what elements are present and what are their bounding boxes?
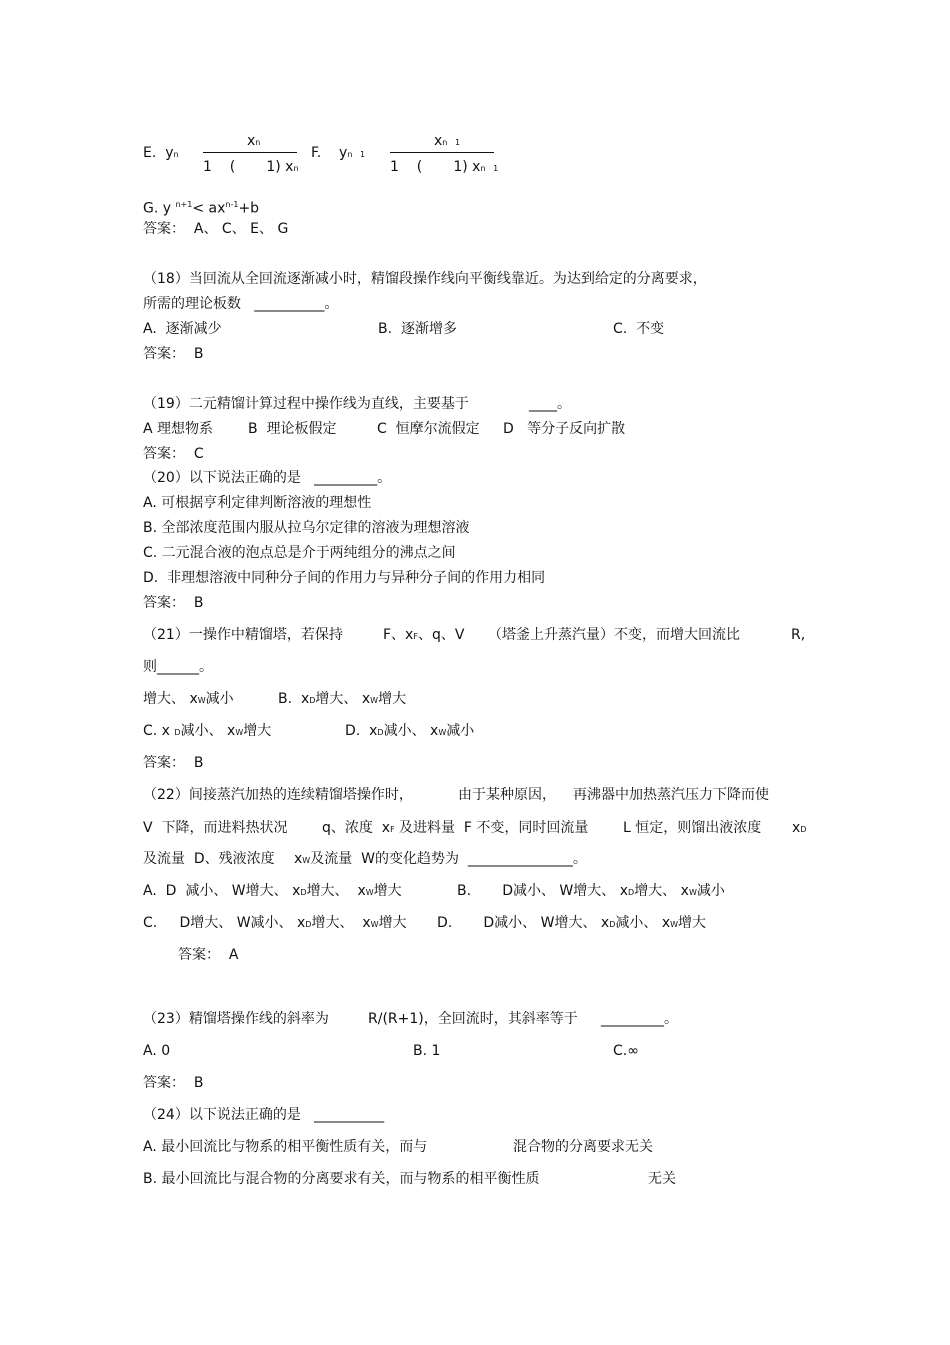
q20-option-a: A. 可根据亨利定律判断溶液的理想性 (143, 495, 372, 511)
question-24-line1: （24）以下说法正确的是 __________ (143, 1107, 385, 1123)
question-21-line1b: F、xF、q、V (383, 627, 465, 643)
question-23-line1c: _________。 (601, 1011, 678, 1027)
answer-18: 答案： B (143, 346, 204, 362)
q24-option-a1: A. 最小回流比与物系的相平衡性质有关，而与 (143, 1139, 428, 1155)
q21-option-c: C. x D减小、 xW增大 (143, 723, 272, 739)
answer-22: 答案： A (178, 947, 239, 963)
answer-20: 答案： B (143, 595, 204, 611)
question-21-line1e: R, (791, 627, 806, 643)
fraction-bar-f (390, 152, 494, 153)
q23-option-b: B. 1 (413, 1043, 441, 1059)
q24-option-b1: B. 最小回流比与混合物的分离要求有关，而与物系的相平衡性质 (143, 1171, 540, 1187)
option-f-label: F. yn 1 (311, 145, 366, 161)
q20-option-d: D. 非理想溶液中同种分子间的作用力与异种分子间的作用力相同 (143, 570, 546, 586)
q21-option-a: 增大、 xW减小 (143, 691, 234, 707)
q22-option-b: B. D减小、 W增大、 xD增大、 xW减小 (457, 883, 725, 899)
q19-option-b: B 理论板假定 (248, 421, 337, 437)
answer-23: 答案： B (143, 1075, 204, 1091)
question-18-line1: （18）当回流从全回流逐渐减小时，精馏段操作线向平衡线靠近。为达到给定的分离要求， (143, 271, 707, 287)
question-22-line1c: 再沸器中加热蒸汽压力下降而使 (573, 787, 769, 803)
option-e-denominator: 1 ( 1) xn (203, 159, 299, 175)
q24-option-a2: 混合物的分离要求无关 (513, 1139, 653, 1155)
q22-option-a: A. D 减小、 W增大、 xD增大、 xW增大 (143, 883, 402, 899)
q19-option-a: A 理想物系 (143, 421, 214, 437)
question-22-line1a: （22）间接蒸汽加热的连续精馏塔操作时， (143, 787, 413, 803)
q23-option-c: C.∞ (613, 1043, 639, 1059)
question-22-line2d: L 恒定，则馏出液浓度 (623, 820, 762, 836)
option-e-numerator: xn (247, 133, 261, 149)
q20-option-c: C. 二元混合液的泡点总是介于两纯组分的沸点之间 (143, 545, 456, 561)
answer-17: 答案： A、 C、 E、 G (143, 221, 289, 237)
fraction-bar-e (203, 152, 297, 153)
question-23-line1a: （23）精馏塔操作线的斜率为 (143, 1011, 329, 1027)
question-22-line2e: xD (792, 820, 807, 836)
option-f-numerator: xn 1 (434, 133, 461, 149)
q24-option-b2: 无关 (648, 1171, 676, 1187)
question-20-line1: （20）以下说法正确的是 _________。 (143, 470, 392, 486)
q23-option-a: A. 0 (143, 1043, 171, 1059)
q22-option-d: D. D减小、 W增大、 xD减小、 xW增大 (437, 915, 707, 931)
question-22-line3a: 及流量 D、残液浓度 (143, 851, 275, 867)
q22-option-c: C. D增大、 W减小、 xD增大、 xW增大 (143, 915, 407, 931)
q19-option-d: D 等分子反向扩散 (503, 421, 626, 437)
question-19-line1: （19）二元精馏计算过程中操作线为直线，主要基于 (143, 396, 469, 412)
q18-option-c: C. 不变 (613, 321, 665, 337)
question-22-line3b: xW及流量 W的变化趋势为 _______________。 (294, 851, 587, 867)
q21-option-d: D. xD减小、 xW减小 (345, 723, 475, 739)
question-22-line1b: 由于某种原因， (458, 787, 556, 803)
question-22-line2b: q、浓度 xF (322, 820, 395, 836)
answer-21: 答案： B (143, 755, 204, 771)
question-19-blank: ____。 (529, 396, 571, 412)
q18-option-a: A. 逐渐减少 (143, 321, 222, 337)
q19-option-c: C 恒摩尔流假定 (377, 421, 480, 437)
question-22-line2a: V 下降，而进料热状况 (143, 820, 288, 836)
option-f-denominator: 1 ( 1) xn 1 (390, 159, 499, 175)
question-18-line2: 所需的理论板数 __________。 (143, 296, 339, 312)
option-e-label: E. yn (143, 145, 179, 161)
question-21-line1d: （塔釜上升蒸汽量）不变，而增大回流比 (488, 627, 740, 643)
option-g: G. y $^{n+1}< ax^{n-1}+b$ (143, 200, 260, 217)
q20-option-b: B. 全部浓度范围内服从拉乌尔定律的溶液为理想溶液 (143, 520, 470, 536)
q18-option-b: B. 逐渐增多 (378, 321, 457, 337)
question-21-line2: 则______。 (143, 659, 213, 675)
q21-option-b: B. xD增大、 xW增大 (278, 691, 407, 707)
question-21-line1a: （21）一操作中精馏塔，若保持 (143, 627, 343, 643)
question-22-line2c: 及进料量 F 不变，同时回流量 (399, 820, 589, 836)
answer-19: 答案： C (143, 446, 204, 462)
question-23-line1b: R/(R+1)，全回流时，其斜率等于 (368, 1011, 578, 1027)
